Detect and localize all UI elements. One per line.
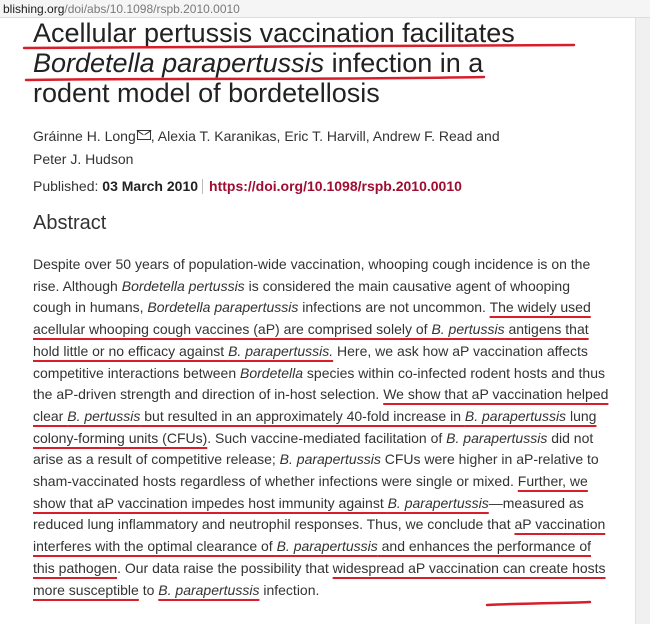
published-info — [33, 177, 462, 195]
article-title — [33, 18, 593, 108]
author-names-line-2: Peter J. Hudson — [33, 151, 134, 167]
abstract-seg: infections are not uncommon. — [298, 299, 490, 316]
abstract-seg: Despite over 50 years of population-wide vaccination, whooping cough incidence is on the rise. Although — [33, 256, 591, 294]
abstract-seg: but resulted in an approximately 40-fold increase in — [140, 407, 465, 424]
title-line-3: rodent model of bordetellosis — [33, 78, 380, 108]
url-host: blishing.org — [3, 2, 65, 16]
author-link-long[interactable]: Gráinne H. Long — [33, 128, 136, 144]
divider — [202, 179, 203, 194]
email-icon[interactable] — [137, 130, 151, 140]
highlight-5: widespread aP vaccination can create hosts more susceptible — [33, 559, 606, 598]
abstract-seg: infection. — [259, 581, 320, 598]
author-list — [33, 125, 593, 171]
abstract-italic: B. parapertussis. — [228, 342, 334, 359]
abstract-seg: Further, we show that aP vaccination impedes host immunity against — [33, 473, 588, 511]
abstract-seg: . Such vaccine-mediated facilitation of — [207, 429, 447, 446]
abstract-text — [33, 254, 611, 601]
highlight-6: B. parapertussis — [158, 581, 260, 598]
abstract-seg: We show that aP vaccination helped clear — [33, 386, 609, 424]
extra-underline — [487, 602, 590, 605]
abstract-seg: —measured as reduced lung inflammatory and neutrophil responses. Thus, we conclude that — [33, 494, 584, 533]
abstract-italic: B. parapertussis — [279, 451, 381, 468]
abstract-seg: Here, we ask how aP vaccination affects competitive interactions between — [33, 342, 588, 381]
abstract-heading: Abstract — [33, 212, 107, 234]
abstract-italic: B. parapertussis — [446, 429, 548, 446]
abstract-italic: B. pertussis — [431, 321, 505, 338]
title-line-1: Acellular pertussis vaccination facilitates — [33, 18, 515, 48]
browser-url-bar[interactable] — [0, 0, 650, 18]
abstract-seg: antigens that hold little or no efficacy against — [33, 321, 589, 359]
abstract-seg: to — [138, 581, 159, 598]
abstract-italic: B. pertussis — [67, 407, 141, 424]
abstract-seg: aP vaccination interferes with the optimal clearance of — [33, 516, 606, 555]
abstract-seg: lung colony-forming units (CFUs) — [33, 407, 597, 446]
abstract-italic: B. parapertussis — [464, 407, 567, 424]
abstract-seg: and enhances the performance of this pathogen — [33, 538, 592, 576]
abstract-italic: Bordetella parapertussis — [147, 299, 299, 316]
abstract-seg: . Our data raise the possibility that — [117, 559, 333, 576]
abstract-italic: B. parapertussis — [387, 494, 489, 511]
abstract-italic: Bordetella pertussis — [121, 277, 245, 294]
url-path: /doi/abs/10.1098/rspb.2010.0010 — [64, 2, 240, 16]
abstract-seg: species within co-infected rodent hosts and thus the aP-driven strength and direction of in-host selection. — [33, 364, 605, 403]
doi-link[interactable]: https://doi.org/10.1098/rspb.2010.0010 — [209, 178, 462, 194]
abstract-seg: The widely used acellular whooping cough vaccines (aP) are comprised solely of — [33, 299, 591, 338]
abstract-seg: did not arise as a result of competitive release; — [33, 429, 594, 468]
abstract-seg: is considered the main causative agent of whooping cough in humans, — [33, 277, 571, 316]
abstract-italic: B. parapertussis — [276, 538, 378, 555]
abstract-italic: Bordetella — [240, 364, 304, 381]
abstract-seg: CFUs were higher in aP-relative to sham-vaccinated hosts regardless of whether infections were single or mixed. — [33, 451, 599, 490]
published-label: Published: — [33, 178, 99, 194]
published-date: 03 March 2010 — [102, 178, 199, 194]
title-italic-species: Bordetella parapertussis — [33, 48, 325, 78]
author-names: , Alexia T. Karanikas, Eric T. Harvill, Andrew F. Read and — [150, 128, 500, 144]
scrollbar[interactable] — [635, 18, 650, 624]
title-line-2: infection in a — [324, 48, 484, 78]
